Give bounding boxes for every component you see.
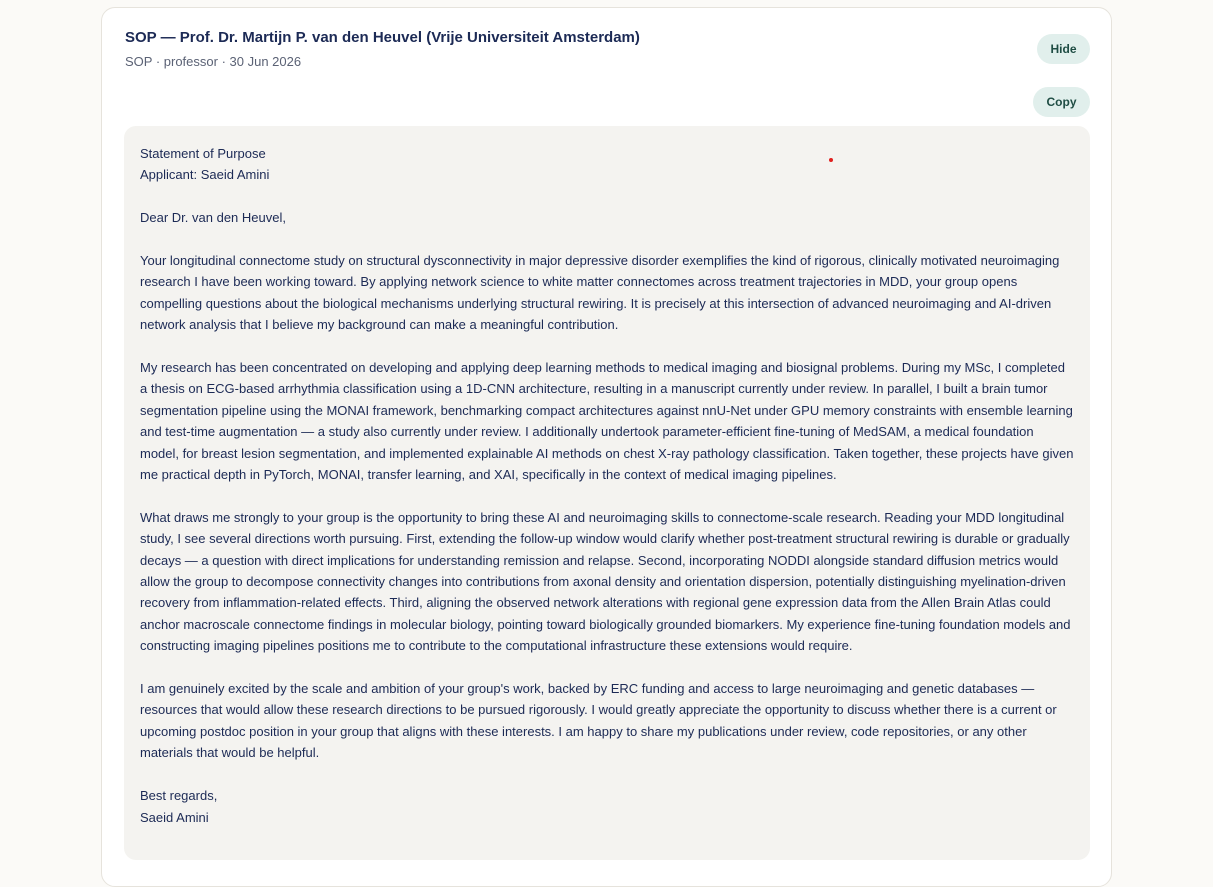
cursor-dot [829,158,833,162]
letter-header [140,143,1074,186]
copy-button[interactable]: Copy [1033,87,1090,117]
sop-meta: SOP · professor · 30 Jun 2026 [125,54,302,69]
letter-signature: Saeid Amini [140,809,209,825]
letter-paragraph: Your longitudinal connectome study on structural dysconnectivity in major depressive disorder exemplifies the kind of rigorous, clinically motivated neuroimaging research I have been working toward. By applying network science to white matter connectomes across treatment trajectories in MDD, your group opens compelling questions about the biological mechanisms underlying structural rewiring. It is precisely at this intersection of advanced neuroimaging and AI-driven network analysis that I believe my background can make a meaningful contribution. [140,253,1060,333]
letter-closing: Best regards, [140,788,218,804]
letter-paragraph: What draws me strongly to your group is the opportunity to bring these AI and neuroimaging skills to connectome-scale research. Reading your MDD longitudinal study, I see several directions worth pursuing. First, extending the follow-up window would clarify whether post-treatment structural rewiring is durable or gradually decays — a question with direct implications for understanding remission and relapse. Second, incorporating NODDI alongside standard diffusion metrics would allow the group to decompose connectivity changes into contributions from axonal density and orientation dispersion, potentially distinguishing myelination-driven recovery from inflammation-related effects. Third, aligning the observed network alterations with regional gene expression data from the Allen Brain Atlas could anchor macroscale connectome findings in molecular biology, pointing toward biologically grounded biomarkers. My experience fine-tuning foundation models and constructing imaging pipelines positions me to contribute to the computational infrastructure these extensions would require. [140,509,1071,654]
letter-greeting: Dear Dr. van den Heuvel, [140,210,286,226]
sop-title: SOP — Prof. Dr. Martijn P. van den Heuvel (Vrije Universiteit Amsterdam) [125,29,640,46]
letter-paragraph: My research has been concentrated on developing and applying deep learning methods to medical imaging and biosignal problems. During my MSc, I completed a thesis on ECG-based arrhythmia classification using a 1D-CNN architecture, resulting in a manuscript currently under review. In parallel, I built a brain tumor segmentation pipeline using the MONAI framework, benchmarking compact architectures against nnU-Net under GPU memory constraints with ensemble learning and test-time augmentation — a study also currently under review. I additionally undertook parameter-efficient fine-tuning of MedSAM, a medical foundation model, for breast lesion segmentation, and implemented explainable AI methods on chest X-ray pathology classification. Taken together, these projects have given me practical depth in PyTorch, MONAI, transfer learning, and XAI, specifically in the context of medical imaging pipelines. [140,360,1074,483]
letter-heading: Statement of Purpose [140,146,266,161]
hide-button[interactable]: Hide [1037,34,1090,64]
sop-letter-body [124,126,1090,860]
sop-card [101,7,1112,887]
letter-paragraph: I am genuinely excited by the scale and ambition of your group's work, backed by ERC funding and access to large neuroimaging and genetic databases — resources that would allow these research directions to be pursued rigorously. I would greatly appreciate the opportunity to discuss whether there is a current or upcoming postdoc position in your group that aligns with these interests. I am happy to share my publications under review, code repositories, or any other materials that would be helpful. [140,681,1057,761]
letter-applicant: Applicant: Saeid Amini [140,167,270,183]
letter-signoff [140,785,1074,828]
